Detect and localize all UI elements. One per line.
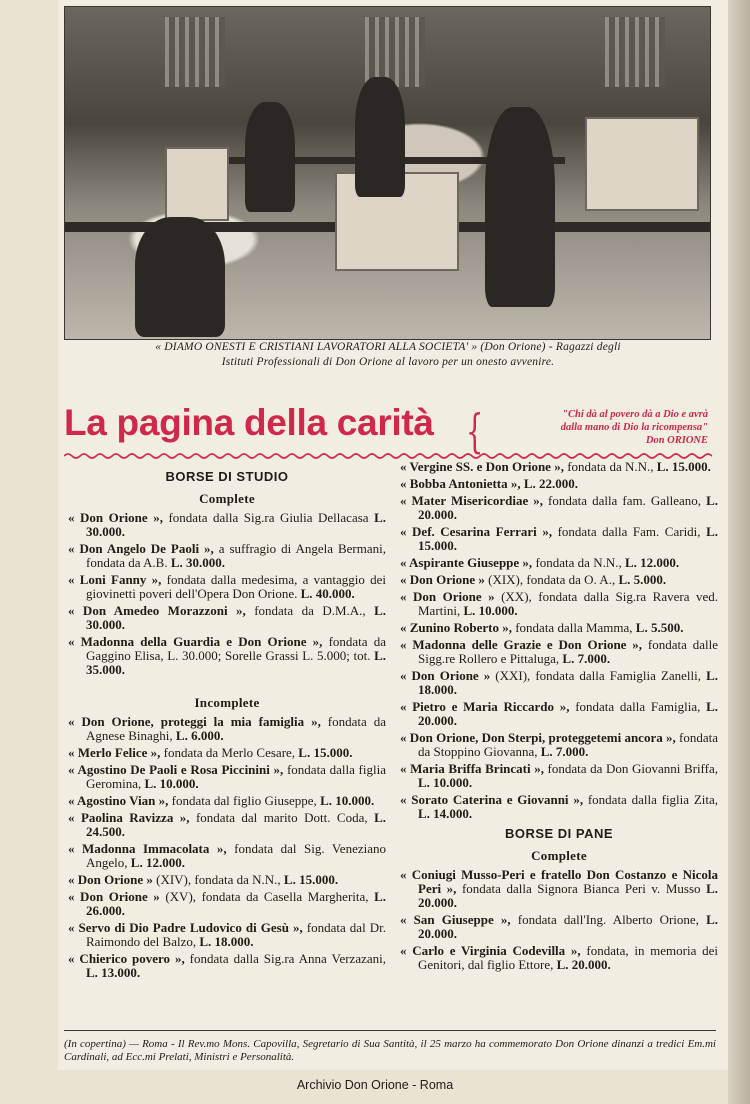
- entry-amount: L. 15.000.: [283, 872, 339, 887]
- entry-text: fondata da Merlo Cesare,: [160, 745, 299, 760]
- entry-text: fondata dalla Signora Bianca Peri v. Musso: [456, 881, 707, 896]
- photo-crate: [165, 147, 229, 221]
- entry-name: « Sorato Caterina e Giovanni »,: [400, 792, 584, 807]
- photo-caption: [64, 340, 712, 370]
- entry-amount: L. 35.000.: [86, 648, 386, 677]
- entry-text: fondata dalla fam. Galleano,: [543, 493, 707, 508]
- donation-entry: [68, 604, 386, 632]
- entry-amount: L. 15.000.: [656, 459, 711, 474]
- donation-entry: [400, 556, 718, 570]
- donation-entry: [68, 921, 386, 949]
- entry-name: « Bobba Antonietta »,: [400, 476, 521, 491]
- photo-crate: [585, 117, 699, 211]
- entry-text: fondata da Gaggino Elisa, L. 30.000; Sorelle Grassi L. 5.000; tot.: [86, 634, 386, 663]
- donation-entry: [400, 590, 718, 618]
- entry-text: (XXI), fondata dalla Famiglia Zanelli,: [490, 668, 707, 683]
- donation-entry: [400, 494, 718, 522]
- entry-text: fondata da Don Giovanni Briffa,: [543, 761, 718, 776]
- donation-entry: [68, 573, 386, 601]
- entry-text: fondata da Agnese Binaghi,: [86, 714, 386, 743]
- entry-name: « Zunino Roberto »,: [400, 620, 512, 635]
- entry-name: « Aspirante Giuseppe »,: [400, 555, 533, 570]
- entry-name: « Agostino Vian »,: [68, 793, 169, 808]
- entry-text: a suffragio di Angela Bermani, fondata da A.B.: [86, 541, 386, 570]
- entry-amount: L. 30.000.: [86, 510, 386, 539]
- photo-figure: [485, 107, 555, 307]
- donation-entry: [400, 477, 718, 491]
- entry-amount: L. 24.500.: [86, 810, 386, 839]
- entry-text: fondata dalla Mamma,: [511, 620, 636, 635]
- entry-amount: L. 5.500.: [635, 620, 684, 635]
- left-column: [68, 466, 386, 983]
- motto-author: Don ORIONE: [645, 435, 708, 446]
- entry-name: « Def. Cesarina Ferrari »,: [400, 524, 553, 539]
- workshop-photo: [64, 6, 711, 340]
- entry-amount: L. 22.000.: [523, 476, 579, 491]
- entry-text: (XIV), fondata da N.N.,: [152, 872, 284, 887]
- subsection-incomplete: Incomplete: [194, 695, 260, 710]
- photo-window: [605, 17, 665, 87]
- donation-entry: [68, 842, 386, 870]
- donation-entry: [68, 635, 386, 677]
- donation-entry: [400, 460, 718, 474]
- entry-text: fondata da N.N.,: [532, 555, 625, 570]
- entry-text: (XIX), fondata da O. A.,: [484, 572, 619, 587]
- entry-amount: L. 20.000.: [556, 957, 611, 972]
- entry-amount: L. 30.000.: [86, 603, 387, 632]
- entry-text: fondata dalla figlia Zita,: [583, 792, 718, 807]
- entry-name: « Madonna Immacolata »,: [68, 841, 227, 856]
- entry-name: « Paolina Ravizza »,: [68, 810, 190, 825]
- studio-complete-list: [68, 511, 386, 677]
- donation-entry: [68, 511, 386, 539]
- donation-entry: [400, 762, 718, 790]
- donation-entry: [68, 542, 386, 570]
- entry-amount: L. 6.000.: [175, 728, 224, 743]
- entry-amount: L. 15.000.: [418, 524, 718, 553]
- entry-text: (XV), fondata da Casella Margherita,: [159, 889, 375, 904]
- entry-amount: L. 14.000.: [418, 806, 473, 821]
- entry-amount: L. 30.000.: [170, 555, 226, 570]
- entry-text: fondata dal Dr. Raimondo del Balzo,: [86, 920, 386, 949]
- motto-line: dalla mano di Dio la ricompensa": [560, 422, 708, 433]
- entry-text: fondata da N.N.,: [563, 459, 657, 474]
- entry-name: « San Giuseppe »,: [400, 912, 511, 927]
- donation-entry: [400, 621, 718, 635]
- entry-amount: L. 20.000.: [418, 493, 718, 522]
- entry-amount: L. 12.000.: [624, 555, 680, 570]
- entry-name: « Don Angelo De Paoli »,: [68, 541, 214, 556]
- entry-text: fondata dalla Sig.ra Giulia Dellacasa: [162, 510, 375, 525]
- entry-name: « Maria Briffa Brincati »,: [400, 761, 544, 776]
- donation-entry: [400, 913, 718, 941]
- photo-figure: [355, 77, 405, 197]
- entry-amount: L. 20.000.: [418, 881, 718, 910]
- entry-name: « Vergine SS. e Don Orione »,: [400, 459, 564, 474]
- studio-incomplete-list: [68, 715, 386, 980]
- entry-amount: L. 7.000.: [562, 651, 611, 666]
- entry-name: « Agostino De Paoli e Rosa Piccinini »,: [68, 762, 284, 777]
- entry-name: « Don Orione »,: [68, 510, 163, 525]
- page-edge: [728, 0, 750, 1104]
- section-title-borse-pane: BORSE DI PANE: [504, 826, 614, 841]
- photo-window: [165, 17, 225, 87]
- entry-amount: L. 18.000.: [199, 934, 254, 949]
- entry-name: « Loni Fanny »,: [68, 572, 162, 587]
- photo-figure: [135, 217, 225, 337]
- photo-figure: [245, 102, 295, 212]
- entry-text: fondata dal marito Dott. Coda,: [189, 810, 375, 825]
- caption-line: Istituti Professionali di Don Orione al lavoro per un onesto avvenire.: [221, 356, 555, 368]
- entry-amount: L. 18.000.: [418, 668, 718, 697]
- entry-amount: L. 12.000.: [130, 855, 185, 870]
- donation-entry: [68, 763, 386, 791]
- entry-text: fondata dal figlio Giuseppe,: [168, 793, 321, 808]
- entry-name: « Merlo Felice »,: [68, 745, 161, 760]
- entry-name: « Madonna delle Grazie e Don Orione »,: [400, 637, 643, 652]
- subsection-complete: Complete: [199, 491, 255, 506]
- entry-name: « Don Amedeo Morazzoni »,: [68, 603, 246, 618]
- entry-name: « Coniugi Musso-Peri e fratello Don Costanzo e Nicola Peri »,: [400, 867, 718, 896]
- entry-amount: L. 10.000.: [463, 603, 518, 618]
- entry-text: fondata dal Sig. Veneziano Angelo,: [86, 841, 386, 870]
- studio-incomplete-cont-list: [400, 460, 718, 821]
- donation-entry: [400, 525, 718, 553]
- donation-entry: [400, 793, 718, 821]
- entry-name: « Madonna della Guardia e Don Orione »,: [68, 634, 323, 649]
- entry-text: fondata dall'Ing. Alberto Orione,: [510, 912, 707, 927]
- entry-name: « Don Orione, Don Sterpi, proteggetemi ancora »,: [400, 730, 676, 745]
- entry-text: fondata, in memoria dei Genitori, dal figlio Ettore,: [418, 943, 718, 972]
- donation-entry: [68, 952, 386, 980]
- donation-entry: [68, 873, 386, 887]
- entry-text: fondata dalla Sig.ra Anna Verzazani,: [184, 951, 387, 966]
- donation-entry: [400, 944, 718, 972]
- entry-amount: L. 5.000.: [618, 572, 667, 587]
- donation-entry: [68, 746, 386, 760]
- entry-text: fondata da D.M.A.,: [245, 603, 375, 618]
- entry-name: « Don Orione »: [68, 889, 160, 904]
- entry-amount: L. 7.000.: [540, 744, 589, 759]
- entry-name: « Don Orione, proteggi la mia famiglia »,: [68, 714, 321, 729]
- entry-text: fondata dalle Sigg.re Rollero e Pittaluga,: [418, 637, 719, 666]
- cover-note: (In copertina) — Roma - Il Rev.mo Mons. Capovilla, Segretario di Sua Santità, il 25 marzo ha commemorato Don Orione dinanzi a tredici Em.mi Cardinali, ad Ecc.mi Prelati, Ministri e Personalità.: [64, 1030, 716, 1064]
- entry-amount: L. 10.000.: [144, 776, 199, 791]
- donation-entry: [400, 669, 718, 697]
- entry-amount: L. 10.000.: [320, 793, 375, 808]
- motto-line: "Chi dà al povero dà a Dio e avrà: [562, 409, 708, 420]
- entry-name: « Don Orione »: [400, 668, 491, 683]
- entry-amount: L. 40.000.: [300, 586, 355, 601]
- entry-text: fondata dalla Famiglia,: [569, 699, 707, 714]
- caption-line: « DIAMO ONESTI E CRISTIANI LAVORATORI ALLA SOCIETA' » (Don Orione) - Ragazzi degli: [155, 341, 621, 353]
- donation-entry: [400, 638, 718, 666]
- donation-entry: [68, 794, 386, 808]
- pane-complete-list: [400, 868, 718, 972]
- entry-name: « Pietro e Maria Riccardo »,: [400, 699, 570, 714]
- entry-name: « Servo di Dio Padre Ludovico di Gesù »,: [68, 920, 303, 935]
- right-column: [400, 460, 718, 975]
- entry-text: fondata dalla medesima, a vantaggio dei giovinetti poveri dell'Opera Don Orione.: [86, 572, 386, 601]
- entry-name: « Chierico povero »,: [68, 951, 185, 966]
- entry-name: « Mater Misericordiae »,: [400, 493, 544, 508]
- entry-name: « Carlo e Virginia Codevilla »,: [400, 943, 581, 958]
- donation-entry: [400, 573, 718, 587]
- donation-entry: [400, 731, 718, 759]
- donation-entry: [68, 890, 386, 918]
- brace-ornament: {: [465, 404, 484, 458]
- entry-name: « Don Orione »: [400, 572, 485, 587]
- donation-entry: [400, 868, 718, 910]
- section-title-borse-studio: BORSE DI STUDIO: [165, 469, 289, 484]
- entry-name: « Don Orione »: [400, 589, 495, 604]
- motto-quote: [486, 408, 708, 447]
- entry-text: fondata dalla Fam. Caridi,: [552, 524, 707, 539]
- entry-amount: L. 13.000.: [86, 965, 141, 980]
- subsection-pane-complete: Complete: [531, 848, 587, 863]
- entry-amount: L. 10.000.: [418, 775, 473, 790]
- archive-credit: Archivio Don Orione - Roma: [296, 1078, 454, 1092]
- entry-amount: L. 26.000.: [86, 889, 386, 918]
- entry-text: (XX), fondata dalla Sig.ra Ravera ved. Martini,: [418, 589, 718, 618]
- entry-text: fondata da Stoppino Giovanna,: [418, 730, 718, 759]
- donation-entry: [400, 700, 718, 728]
- donation-entry: [68, 811, 386, 839]
- donation-entry: [68, 715, 386, 743]
- entry-amount: L. 20.000.: [418, 912, 718, 941]
- page-title: La pagina della carità: [64, 402, 434, 443]
- entry-name: « Don Orione »: [68, 872, 153, 887]
- entry-amount: L. 20.000.: [418, 699, 718, 728]
- entry-text: fondata dalla figlia Geromina,: [86, 762, 386, 791]
- entry-amount: L. 15.000.: [298, 745, 353, 760]
